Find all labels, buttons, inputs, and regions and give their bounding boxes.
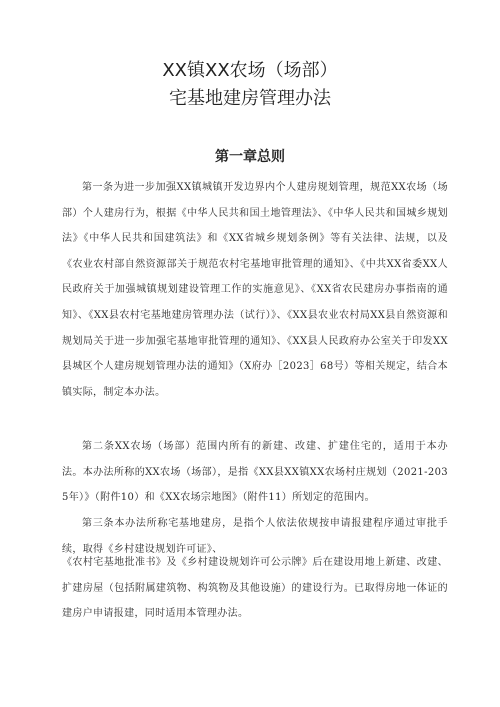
article-3-paragraph: 第三条本办法所称宅基地建房，是指个人依法依规按申请报建程序通过审批手续，取得《乡村建设规划许可证》、	[62, 518, 448, 555]
article-1-paragraph: 第一条为进一步加强XX镇城镇开发边界内个人建房规划管理，规范XX农场（场部）个人建房行为，根据《中华人民共和国土地管理法》、《中华人民共和国城乡规划法》《中华人民共和国建筑法》和《XX省城乡规划条例》等有关法律、法规，以及《农业农村部自然资源部关于规范农村宅基地审批管理的通知》、《中共XX省委XX人民政府关于加强城镇规划建设管理工作的实施意见》、《XX省农民建房办事指南的通知》、《XX县农村宅基地建房管理办法（试行）》、《XX县农业农村局XX县自然资源和规划局关于进一步加强宅基地审批管理的通知》、《XX县人民政府办公室关于印发XX县城区个人建房规划管理办法的通知》（X府办［2023］68号）等相关规定，结合本镇实际，制定本办法。	[62, 182, 448, 398]
article-2-paragraph: 第二条XX农场（场部）范围内所有的新建、改建、扩建住宅的，适用于本办法。本办法所称的XX农场（场部），是指《XX县XX镇XX农场村庄规划（2021-2035年）》（附件10）和《XX农场宗地图》（附件11）所划定的范围内。	[62, 441, 448, 504]
chapter-heading: 第一章总则	[215, 149, 285, 165]
article-3-continuation-paragraph: 《农村宅基地批准书》及《乡村建设规划许可公示牌》后在建设用地上新建、改建、扩建房屋（包括附属建筑物、构筑物及其他设施）的建设行为。已取得房地一体证的建房户申请报建，同时适用本管理办法。	[62, 557, 448, 620]
document-title	[0, 58, 500, 112]
title-line-1: XX镇XX农场（场部）	[162, 60, 338, 81]
title-line-2: 宅基地建房管理办法	[169, 88, 331, 109]
